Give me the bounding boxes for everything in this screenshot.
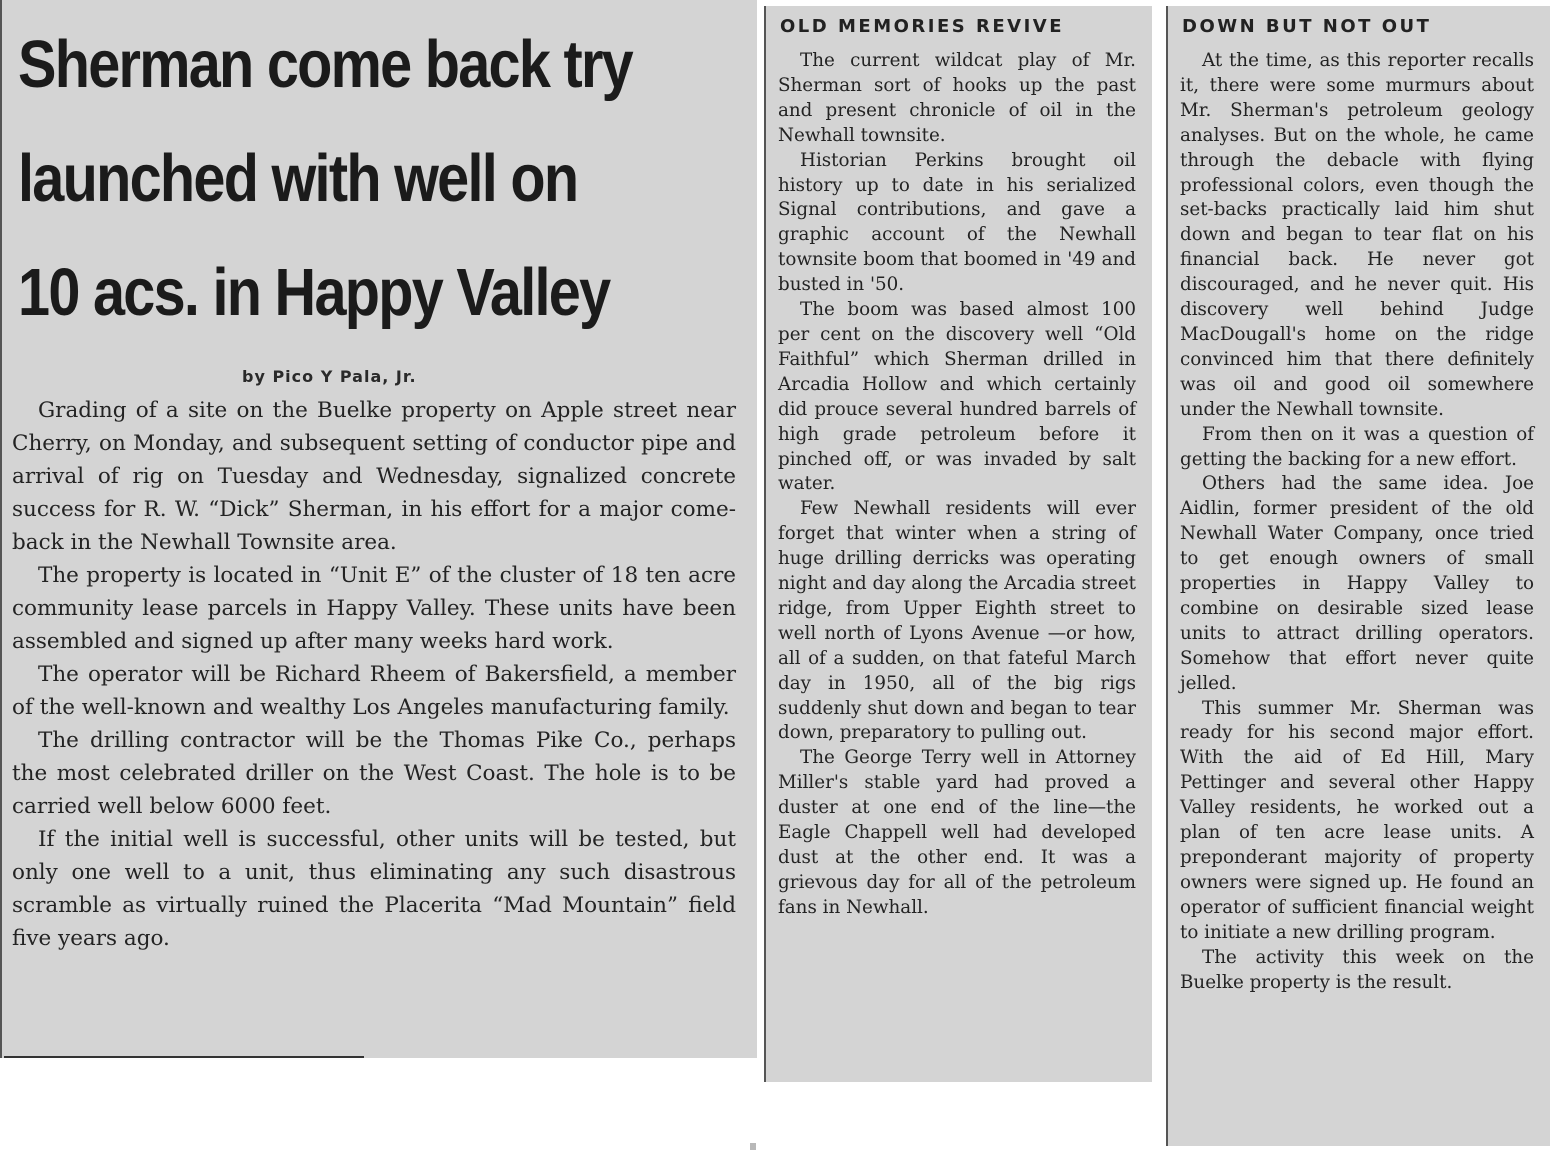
column-body xyxy=(1180,49,1534,995)
paragraph: If the initial well is successful, other units will be tested, but only one well to a unit, thus eliminating any such disastrous scramble as virtually ruined the Placerita “Mad Mountain” field five years ago. xyxy=(12,827,736,951)
paragraph: The activity this week on the Buelke property is the result. xyxy=(1180,946,1534,993)
article-body xyxy=(12,394,736,955)
down-but-not-out-clipping xyxy=(1166,6,1550,1146)
headline-line: 10 acs. in Happy Valley xyxy=(18,255,610,330)
section-heading: DOWN BUT NOT OUT xyxy=(1182,16,1432,37)
old-memories-clipping xyxy=(764,6,1152,1082)
paragraph: This summer Mr. Sherman was ready for his second major effort. With the aid of Ed Hill, Mary Pettinger and several other Happy Valley residents, he worked out a plan of ten acre lease units. A preponderant majority of property owners were signed up. He found an operator of sufficient financial weight to initiate a new drilling program. xyxy=(1180,697,1534,943)
headline xyxy=(18,8,641,350)
paragraph: Few Newhall residents will ever forget that winter when a string of huge drilling derricks was operating night and day along the Arcadia street ridge, from Upper Eighth street to well north of Lyons Avenue —or how, all of a sudden, on that fateful March day in 1950, all of the big rigs suddenly shut down and began to tear down, preparatory to pulling out. xyxy=(778,498,1136,744)
main-article-clipping xyxy=(0,0,757,1058)
paragraph: Grading of a site on the Buelke property on Apple street near Cherry, on Monday, and subsequent setting of conductor pipe and arrival of rig on Tuesday and Wednesday, signalized concrete success for R. W. “Dick” Sherman, in his effort for a major come-back in the Newhall Townsite area. xyxy=(12,398,736,555)
column-body xyxy=(778,49,1136,921)
paragraph: The operator will be Richard Rheem of Bakersfield, a member of the well-known and wealthy Los Angeles manufacturing family. xyxy=(12,662,736,720)
paragraph: The current wildcat play of Mr. Sherman sort of hooks up the past and present chronicle of oil in the Newhall townsite. xyxy=(778,50,1136,146)
paragraph: Others had the same idea. Joe Aidlin, former president of the old Newhall Water Company, once tried to get enough owners of small properties in Happy Valley to combine on desirable sized lease units to attract drilling operators. Somehow that effort never quite jelled. xyxy=(1180,473,1534,694)
paragraph: At the time, as this reporter recalls it, there were some murmurs about Mr. Sherman's petroleum geology analyses. But on the whole, he came through the debacle with flying professional colors, even though the set-backs practically laid him shut down and began to tear flat on his financial back. He never got discouraged, and he never quit. His discovery well behind Judge MacDougall's home on the ridge convinced him that there definitely was oil and good oil somewhere under the Newhall townsite. xyxy=(1180,50,1534,420)
scan-speck xyxy=(750,1143,756,1150)
headline-line: Sherman come back try xyxy=(18,27,632,102)
byline: by Pico Y Pala, Jr. xyxy=(242,367,417,386)
paragraph: Historian Perkins brought oil history up to date in his serialized Signal contributions, and gave a graphic account of the Newhall townsite boom that boomed in '49 and busted in '50. xyxy=(778,149,1136,296)
paragraph: The drilling contractor will be the Thomas Pike Co., perhaps the most celebrated driller on the West Coast. The hole is to be carried well below 6000 feet. xyxy=(12,728,736,819)
column-rule xyxy=(4,1056,364,1058)
paragraph: The boom was based almost 100 per cent on the discovery well “Old Faithful” which Sherman drilled in Arcadia Hollow and which certainly did prouce several hundred barrels of high grade petroleum before it pinched off, or was invaded by salt water. xyxy=(778,299,1136,495)
section-heading: OLD MEMORIES REVIVE xyxy=(780,16,1064,37)
headline-line: launched with well on xyxy=(18,141,578,216)
paragraph: The George Terry well in Attorney Miller's stable yard had proved a duster at one end of the line—the Eagle Chappell well had developed dust at the other end. It was a grievous day for all of the petroleum fans in Newhall. xyxy=(778,747,1136,918)
paragraph: The property is located in “Unit E” of the cluster of 18 ten acre community lease parcels in Happy Valley. These units have been assembled and signed up after many weeks hard work. xyxy=(12,563,736,654)
paragraph: From then on it was a question of getting the backing for a new effort. xyxy=(1180,423,1534,470)
